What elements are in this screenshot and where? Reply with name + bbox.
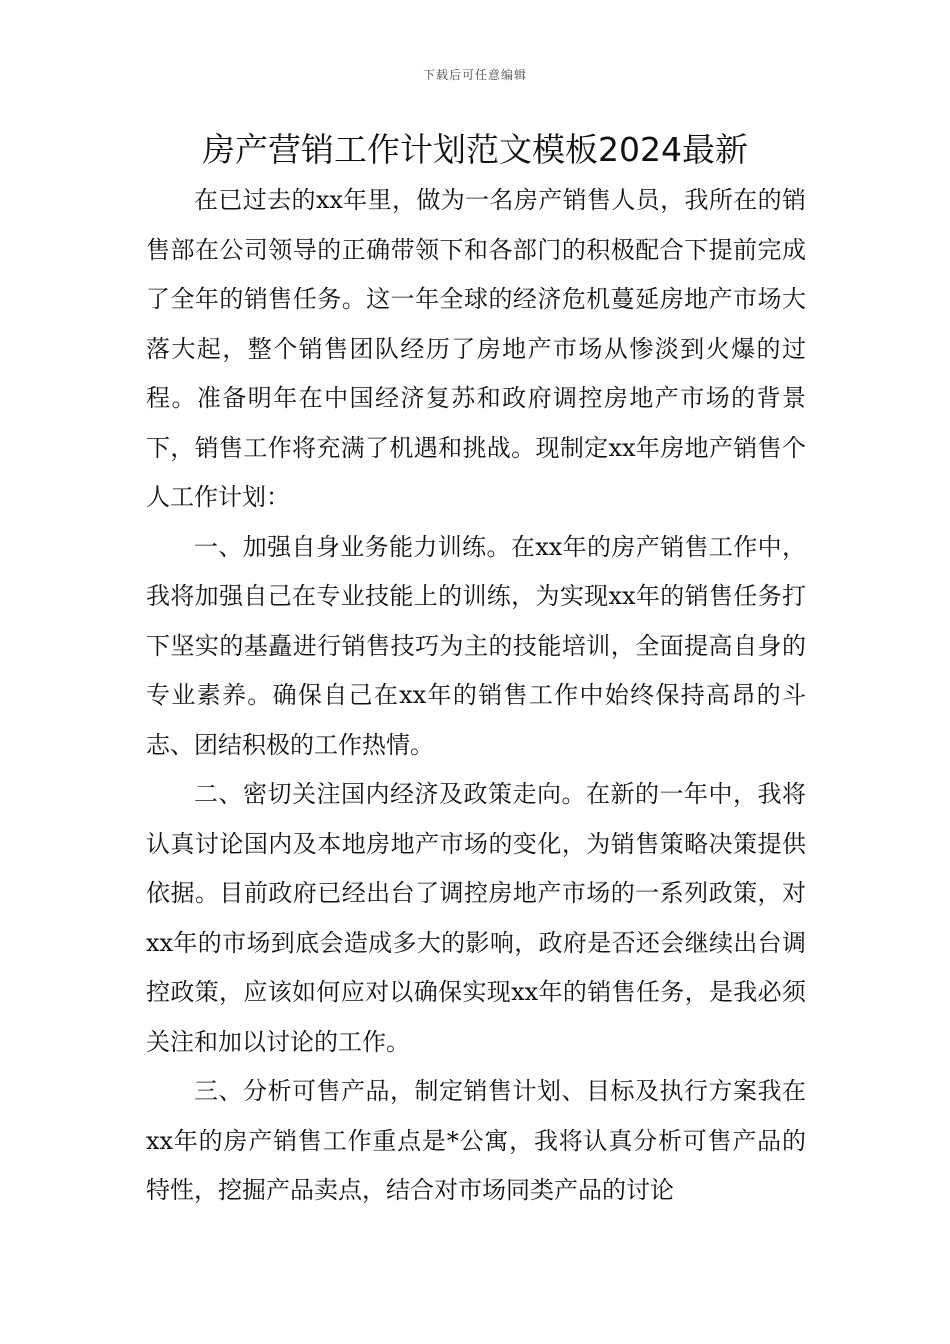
paragraph-intro: 在已过去的xx年里，做为一名房产销售人员，我所在的销售部在公司领导的正确带领下和各部门的积极配合下提前完成了全年的销售任务。这一年全球的经济危机蔓延房地产市场大落大起，整个销售团队经历了房地产市场从惨淡到火爆的过程。准备明年在中国经济复苏和政府调控房地产市场的背景下，销售工作将充满了机遇和挑战。现制定xx年房地产销售个人工作计划：: [146, 186, 806, 511]
document-body: [146, 176, 806, 1216]
paragraph-section-3: 三、分析可售产品，制定销售计划、目标及执行方案我在xx年的房产销售工作重点是*公寓，我将认真分析可售产品的特性，挖掘产品卖点，结合对市场同类产品的讨论: [146, 1077, 806, 1204]
paragraph-section-2: 二、密切关注国内经济及政策走向。在新的一年中，我将认真讨论国内及本地房地产市场的变化，为销售策略决策提供依据。目前政府已经出台了调控房地产市场的一系列政策，对xx年的市场到底会造成多大的影响，政府是否还会继续出台调控政策，应该如何应对以确保实现xx年的销售任务，是我必须关注和加以讨论的工作。: [146, 780, 806, 1056]
header-note: 下载后可任意编辑: [422, 68, 527, 82]
paragraph-section-1: 一、加强自身业务能力训练。在xx年的房产销售工作中，我将加强自己在专业技能上的训练，为实现xx年的销售任务打下坚实的基矗进行销售技巧为主的技能培训，全面提高自身的专业素养。确保自己在xx年的销售工作中始终保持高昂的斗志、团结积极的工作热情。: [146, 532, 806, 759]
document-title: 房产营销工作计划范文模板2024最新: [202, 130, 748, 169]
